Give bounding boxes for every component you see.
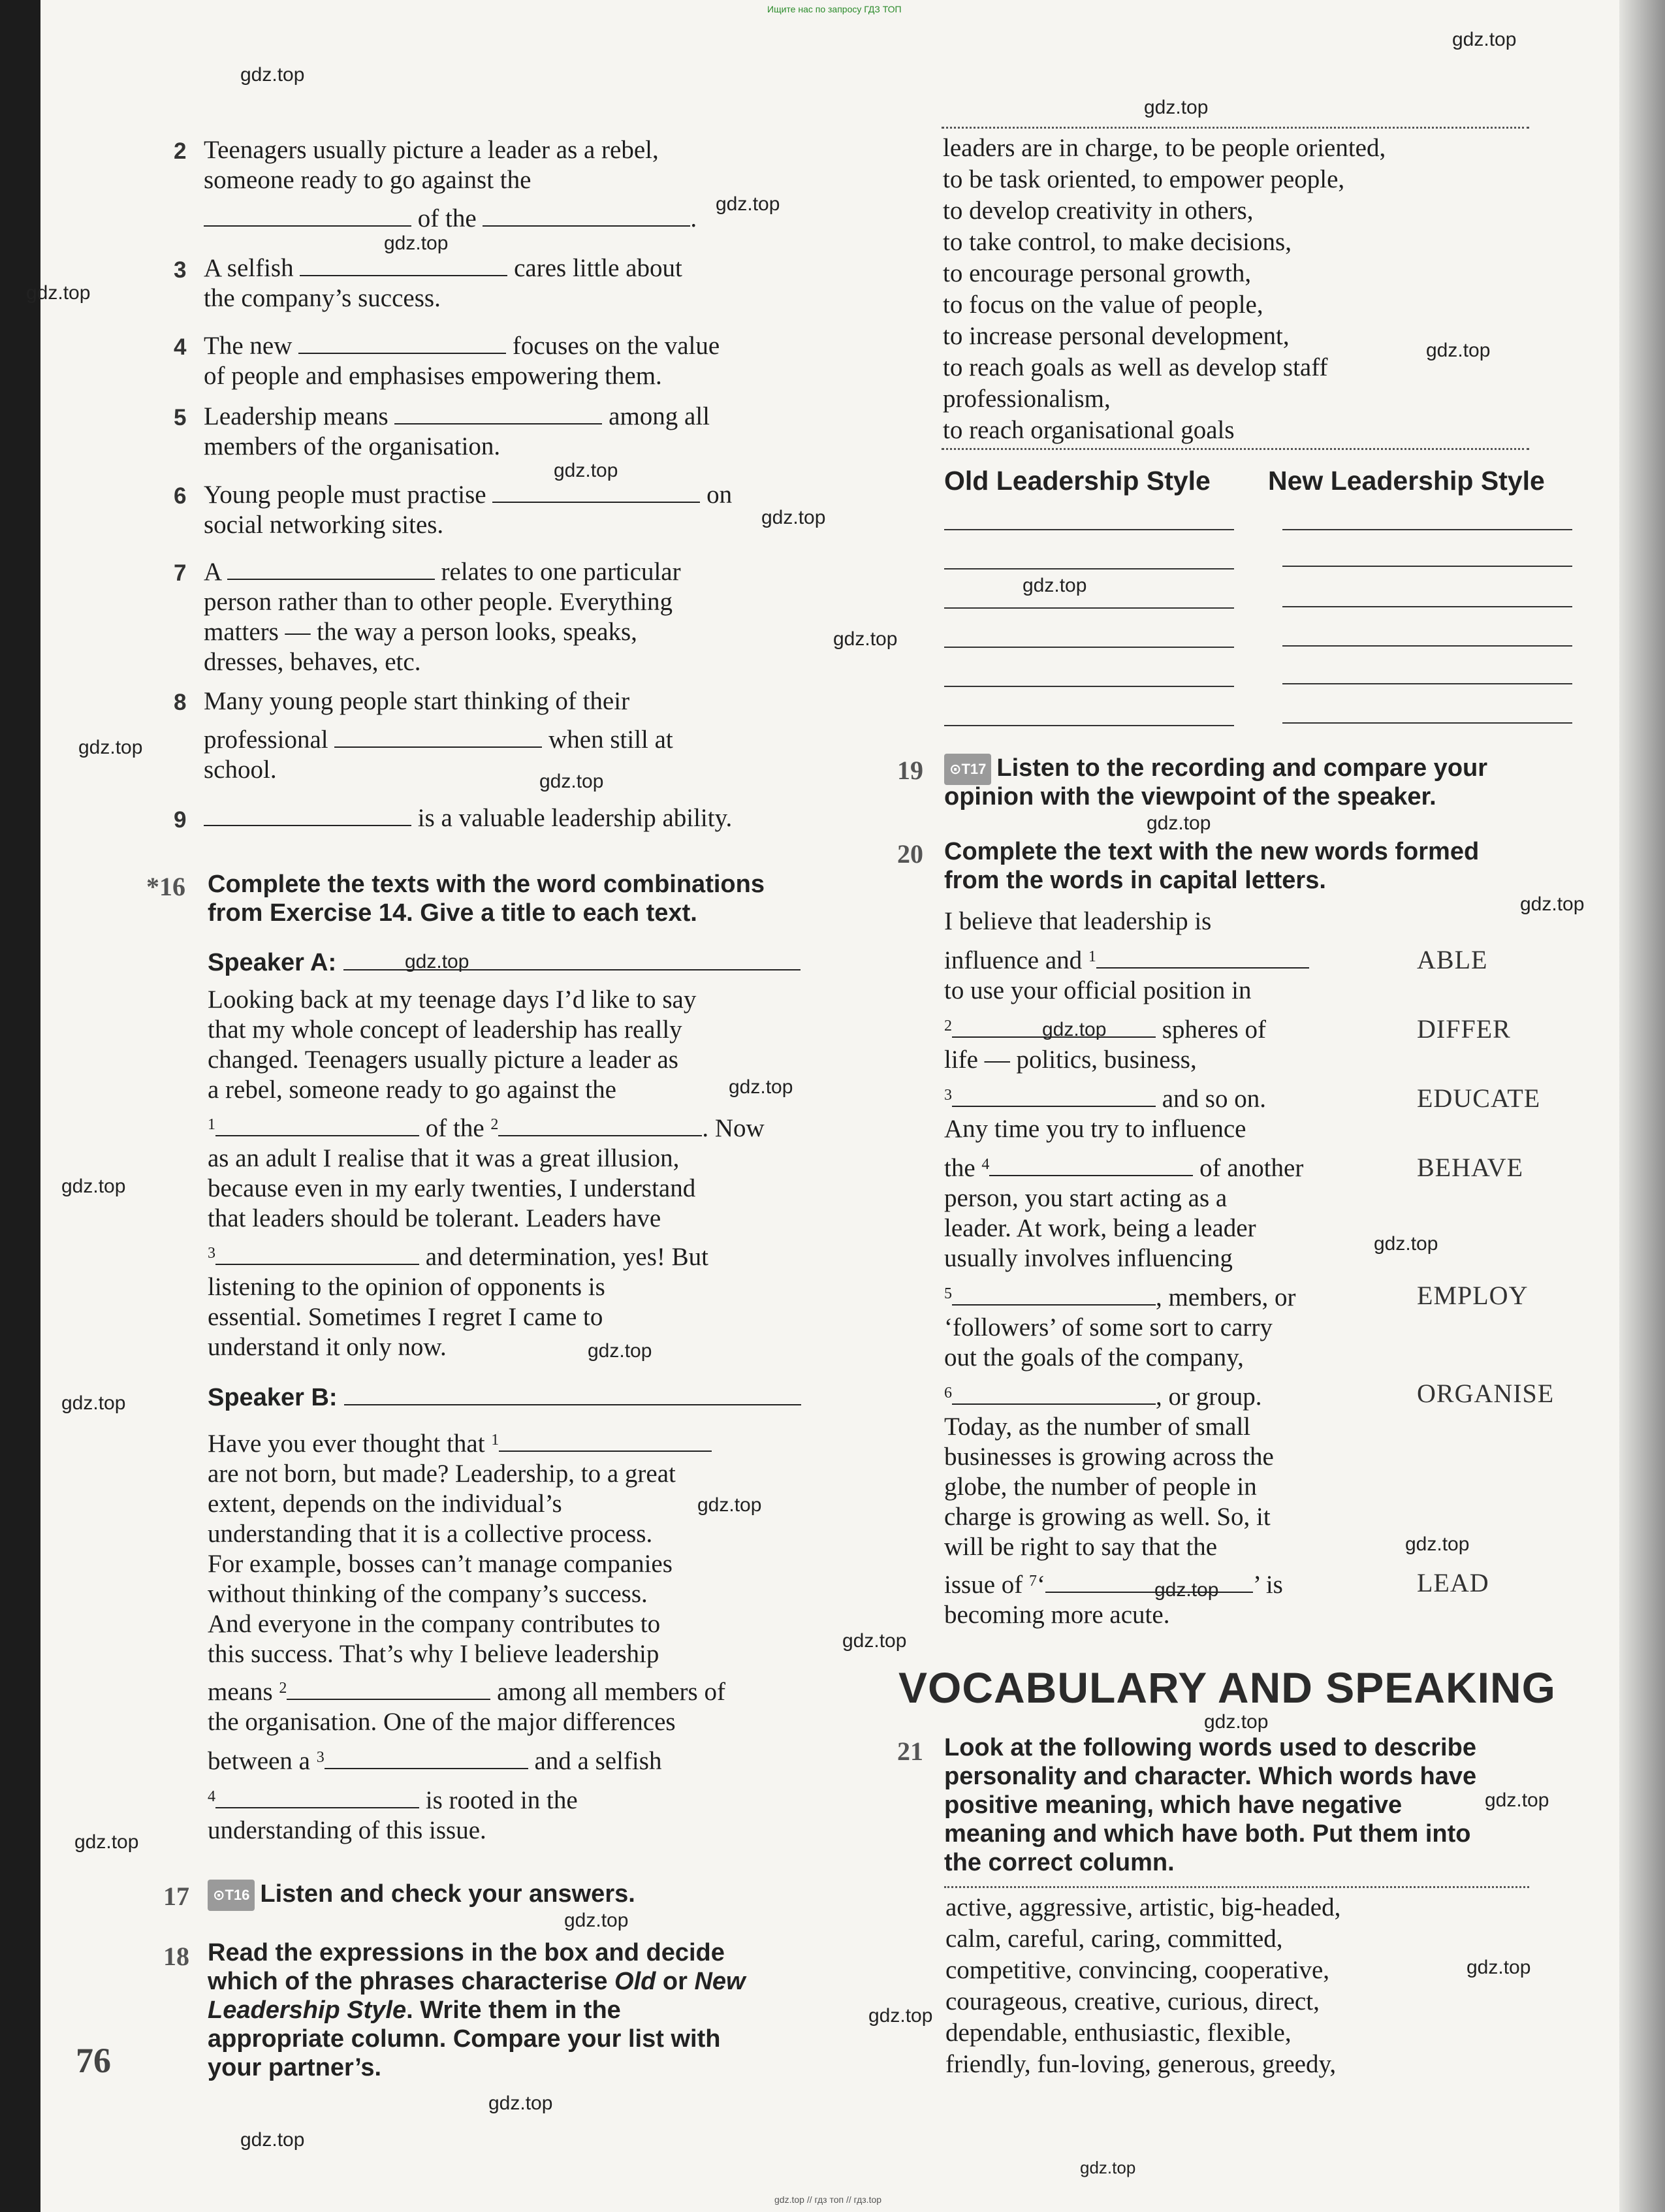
- book-spine-shadow: [0, 0, 40, 2212]
- expression-box-line: to develop creativity in others,: [943, 197, 1254, 225]
- expression-box-line: to reach organisational goals: [943, 416, 1235, 444]
- exercise-20-text: ‘followers’ of some sort to carry: [944, 1313, 1273, 1341]
- section-heading: VOCABULARY AND SPEAKING: [898, 1663, 1556, 1712]
- exercise-18-instruction: your partner’s.: [208, 2054, 382, 2081]
- word-list-line: competitive, convincing, cooperative,: [945, 1956, 1330, 1984]
- answer-line-old[interactable]: [944, 529, 1234, 530]
- exercise-20-text: will be right to say that the: [944, 1533, 1218, 1561]
- watermark: gdz.top: [1080, 2158, 1136, 2177]
- expression-box-line: to reach goals as well as develop staff: [943, 353, 1328, 381]
- answer-line-old[interactable]: [944, 725, 1234, 726]
- capital-word: ABLE: [1417, 945, 1488, 974]
- page-edge-shadow: [1619, 0, 1665, 2212]
- expression-box-line: leaders are in charge, to be people oriented,: [943, 134, 1386, 162]
- watermark: gdz.top: [405, 951, 469, 972]
- exercise-21-instruction: meaning and which have both. Put them into: [944, 1820, 1471, 1848]
- watermark: gdz.top: [1485, 1789, 1549, 1811]
- speaker-a-text: that leaders should be tolerant. Leaders have: [208, 1204, 661, 1232]
- word-box-top-border: [944, 1886, 1529, 1888]
- speaker-b-text: extent, depends on the individual’s: [208, 1490, 562, 1518]
- watermark: gdz.top: [74, 1831, 139, 1853]
- exercise-21-instruction: personality and character. Which words have: [944, 1763, 1477, 1790]
- watermark: gdz.top: [833, 628, 898, 650]
- watermark: gdz.top: [1520, 893, 1585, 915]
- exercise-20-text: the $^4$ of another: [944, 1154, 1304, 1182]
- watermark: gdz.top: [61, 1176, 126, 1197]
- item-number: 7: [174, 560, 187, 586]
- exercise-20-text: $^3$ and so on.: [944, 1085, 1266, 1113]
- new-style-column-header: New Leadership Style: [1268, 466, 1545, 496]
- answer-line-old[interactable]: [944, 647, 1234, 648]
- word-list-line: calm, careful, caring, committed,: [945, 1925, 1283, 1953]
- speaker-b-text: the organisation. One of the major differences: [208, 1708, 676, 1736]
- speaker-a-text: that my whole concept of leadership has really: [208, 1016, 682, 1044]
- watermark: gdz.top: [588, 1340, 652, 1362]
- footer-note: gdz.top // гдз топ // гдз.top: [774, 2194, 882, 2205]
- exercise-21-instruction: the correct column.: [944, 1849, 1175, 1876]
- watermark: gdz.top: [842, 1630, 907, 1652]
- exercise-20-number: 20: [897, 839, 923, 869]
- exercise-20-instruction: Complete the text with the new words formed: [944, 838, 1480, 865]
- expression-box-line: to increase personal development,: [943, 322, 1290, 350]
- word-list-line: active, aggressive, artistic, big-headed,: [945, 1893, 1341, 1921]
- exercise-20-text: Today, as the number of small: [944, 1413, 1251, 1441]
- item-4-line: of people and emphasises empowering them.: [204, 362, 662, 390]
- exercise-16-instruction: Complete the texts with the word combinations: [208, 871, 765, 898]
- item-3-line: the company’s success.: [204, 284, 441, 312]
- speaker-b-text: without thinking of the company’s success.: [208, 1580, 648, 1608]
- speaker-a-text: as an adult I realise that it was a great illusion,: [208, 1144, 680, 1172]
- speaker-b-text: are not born, but made? Leadership, to a great: [208, 1460, 676, 1488]
- page-number: 76: [76, 2041, 111, 2080]
- answer-line-old[interactable]: [944, 607, 1234, 609]
- answer-line-old[interactable]: [944, 686, 1234, 687]
- speaker-a-text: essential. Sometimes I regret I came to: [208, 1303, 603, 1331]
- exercise-18-instruction: which of the phrases characterise Old or New: [208, 1968, 746, 1995]
- expression-box-line: professionalism,: [943, 385, 1111, 413]
- watermark: gdz.top: [61, 1392, 126, 1414]
- word-list-line: friendly, fun-loving, generous, greedy,: [945, 2050, 1337, 2078]
- item-9-line: is a valuable leadership ability.: [204, 803, 732, 833]
- exercise-20-instruction: from the words in capital letters.: [944, 867, 1326, 894]
- watermark: gdz.top: [554, 460, 618, 481]
- exercise-20-text: I believe that leadership is: [944, 907, 1212, 935]
- speaker-b-text: understanding of this issue.: [208, 1816, 486, 1844]
- speaker-a-text: Looking back at my teenage days I’d like to say: [208, 986, 697, 1014]
- exercise-20-text: person, you start acting as a: [944, 1184, 1228, 1212]
- item-number: 2: [174, 138, 187, 164]
- answer-line-new[interactable]: [1282, 566, 1572, 567]
- speaker-b-text: between a $^3$ and a selfish: [208, 1747, 662, 1775]
- watermark: gdz.top: [1147, 812, 1211, 834]
- exercise-20-text: influence and $^1$: [944, 946, 1309, 976]
- speaker-b-text: understanding that it is a collective process.: [208, 1520, 653, 1548]
- item-7-line: A relates to one particular: [204, 558, 681, 586]
- speaker-a-text: $^3$ and determination, yes! But: [208, 1243, 708, 1271]
- exercise-20-text: leader. At work, being a leader: [944, 1214, 1256, 1242]
- watermark: gdz.top: [729, 1076, 793, 1098]
- watermark: gdz.top: [26, 282, 91, 304]
- item-number: 3: [174, 257, 187, 283]
- item-number: 6: [174, 483, 187, 509]
- item-8-line: professional when still at: [204, 726, 673, 754]
- word-list-line: dependable, enthusiastic, flexible,: [945, 2019, 1292, 2047]
- speaker-a-text: because even in my early twenties, I understand: [208, 1174, 696, 1202]
- watermark: gdz.top: [868, 2005, 933, 2027]
- exercise-16-number: *16: [146, 872, 185, 901]
- speaker-a-text: a rebel, someone ready to go against the: [208, 1076, 616, 1104]
- old-style-column-header: Old Leadership Style: [944, 466, 1211, 496]
- speaker-b-label: Speaker B:: [208, 1383, 801, 1412]
- item-6-line: social networking sites.: [204, 511, 444, 539]
- exercise-21-instruction: Look at the following words used to describe: [944, 1734, 1476, 1761]
- watermark: gdz.top: [564, 1910, 629, 1931]
- speaker-a-text: changed. Teenagers usually picture a leader as: [208, 1046, 678, 1074]
- exercise-20-text: $^2$ spheres of: [944, 1016, 1266, 1044]
- exercise-18-instruction: Leadership Style. Write them in the: [208, 1996, 621, 2024]
- speaker-a-label: Speaker A:: [208, 948, 801, 977]
- item-5-line: members of the organisation.: [204, 432, 501, 460]
- answer-line-new[interactable]: [1282, 722, 1572, 724]
- capital-word: LEAD: [1417, 1568, 1489, 1597]
- expression-box-line: to be task oriented, to empower people,: [943, 165, 1345, 193]
- exercise-21-number: 21: [897, 1737, 923, 1766]
- top-note: Ищите нас по запросу ГДЗ ТОП: [767, 4, 902, 14]
- item-7-line: dresses, behaves, etc.: [204, 648, 421, 676]
- capital-word: ORGANISE: [1417, 1379, 1555, 1408]
- item-6-line: Young people must practise on: [204, 481, 733, 509]
- item-2-line: Teenagers usually picture a leader as a rebel,: [204, 136, 659, 164]
- exercise-21-instruction: positive meaning, which have negative: [944, 1791, 1403, 1819]
- capital-word: DIFFER: [1417, 1014, 1511, 1044]
- exercise-20-text: usually involves influencing: [944, 1244, 1233, 1272]
- speaker-a-text: listening to the opinion of opponents is: [208, 1273, 605, 1301]
- exercise-16-instruction: from Exercise 14. Give a title to each text.: [208, 899, 697, 927]
- exercise-20-text: businesses is growing across the: [944, 1443, 1274, 1471]
- answer-line-new[interactable]: [1282, 606, 1572, 607]
- capital-word: EMPLOY: [1417, 1281, 1529, 1310]
- item-2-line: of the .: [204, 204, 697, 234]
- watermark: gdz.top: [1467, 1957, 1531, 1978]
- item-3-line: A selfish cares little about: [204, 254, 682, 282]
- item-7-line: matters — the way a person looks, speaks,: [204, 618, 637, 646]
- item-number: 4: [174, 334, 187, 360]
- watermark: gdz.top: [761, 507, 826, 528]
- speaker-b-text: Have you ever thought that $^1$: [208, 1429, 712, 1459]
- speaker-a-text: $^1$ of the $^2$ . Now: [208, 1114, 765, 1142]
- item-2-line: someone ready to go against the: [204, 166, 531, 194]
- watermark: gdz.top: [384, 232, 449, 254]
- exercise-18-instruction: Read the expressions in the box and decide: [208, 1939, 725, 1966]
- item-number: 5: [174, 405, 187, 430]
- expression-box-line: to take control, to make decisions,: [943, 228, 1292, 256]
- exercise-17-number: 17: [163, 1882, 189, 1911]
- capital-word: BEHAVE: [1417, 1153, 1524, 1182]
- answer-line-old[interactable]: [944, 568, 1234, 569]
- exercise-19-number: 19: [897, 756, 923, 785]
- exercise-20-text: $^6$ , or group.: [944, 1383, 1262, 1411]
- answer-line-new[interactable]: [1282, 683, 1572, 684]
- exercise-20-text: globe, the number of people in: [944, 1473, 1257, 1501]
- textbook-page: [40, 0, 1619, 2212]
- box-bottom-border: [942, 448, 1529, 450]
- exercise-17-instruction[interactable]: ⊙T16 Listen and check your answers.: [208, 1880, 635, 1911]
- item-number: 9: [174, 807, 187, 833]
- watermark: gdz.top: [1405, 1533, 1470, 1555]
- box-top-border: [942, 127, 1529, 129]
- item-5-line: Leadership means among all: [204, 402, 710, 430]
- speaker-a-text: understand it only now.: [208, 1333, 447, 1361]
- watermark: gdz.top: [240, 2129, 305, 2151]
- watermark: gdz.top: [1374, 1233, 1438, 1255]
- item-4-line: The new focuses on the value: [204, 332, 720, 360]
- answer-line-new[interactable]: [1282, 529, 1572, 530]
- exercise-20-text: to use your official position in: [944, 976, 1252, 1004]
- expression-box-line: to encourage personal growth,: [943, 259, 1252, 287]
- speaker-b-text: this success. That’s why I believe leadership: [208, 1640, 659, 1668]
- watermark: gdz.top: [488, 2092, 553, 2114]
- speaker-b-text: For example, bosses can’t manage companies: [208, 1550, 673, 1578]
- speaker-b-text: $^4$ is rooted in the: [208, 1786, 578, 1814]
- watermark: gdz.top: [716, 193, 780, 215]
- watermark: gdz.top: [1204, 1711, 1269, 1733]
- capital-word: EDUCATE: [1417, 1083, 1541, 1113]
- watermark: gdz.top: [1023, 575, 1087, 596]
- watermark: gdz.top: [1426, 340, 1491, 361]
- watermark: gdz.top: [697, 1494, 762, 1516]
- exercise-18-instruction: appropriate column. Compare your list with: [208, 2025, 721, 2053]
- watermark: gdz.top: [1154, 1579, 1219, 1601]
- item-8-line: Many young people start thinking of their: [204, 687, 630, 715]
- speaker-b-text: And everyone in the company contributes to: [208, 1610, 661, 1638]
- watermark: gdz.top: [240, 64, 305, 86]
- exercise-20-text: charge is growing as well. So, it: [944, 1503, 1271, 1531]
- exercise-18-number: 18: [163, 1942, 189, 1971]
- item-8-line: school.: [204, 756, 277, 784]
- exercise-20-text: issue of $^7$‘ ’ is: [944, 1571, 1283, 1599]
- exercise-20-text: $^5$ , members, or: [944, 1283, 1296, 1311]
- watermark: gdz.top: [1144, 97, 1209, 118]
- watermark: gdz.top: [1042, 1019, 1107, 1040]
- item-number: 8: [174, 690, 187, 715]
- item-7-line: person rather than to other people. Everything: [204, 588, 673, 616]
- answer-line-new[interactable]: [1282, 645, 1572, 647]
- word-list-line: courageous, creative, curious, direct,: [945, 1987, 1320, 2015]
- watermark: gdz.top: [1452, 29, 1517, 50]
- audio-track-icon[interactable]: ⊙T17: [944, 754, 991, 785]
- audio-track-icon[interactable]: ⊙T16: [208, 1880, 255, 1911]
- exercise-19-instruction[interactable]: ⊙T17 Listen to the recording and compare your: [944, 754, 1487, 785]
- expression-box-line: to focus on the value of people,: [943, 291, 1263, 319]
- speaker-b-text: means $^2$ among all members of: [208, 1678, 725, 1706]
- exercise-20-text: out the goals of the company,: [944, 1343, 1244, 1371]
- watermark: gdz.top: [539, 771, 604, 792]
- exercise-20-text: life — politics, business,: [944, 1046, 1197, 1074]
- exercise-20-text: becoming more acute.: [944, 1601, 1170, 1629]
- watermark: gdz.top: [78, 737, 143, 758]
- exercise-20-text: Any time you try to influence: [944, 1115, 1246, 1143]
- exercise-19-instruction: opinion with the viewpoint of the speaker.: [944, 783, 1436, 810]
